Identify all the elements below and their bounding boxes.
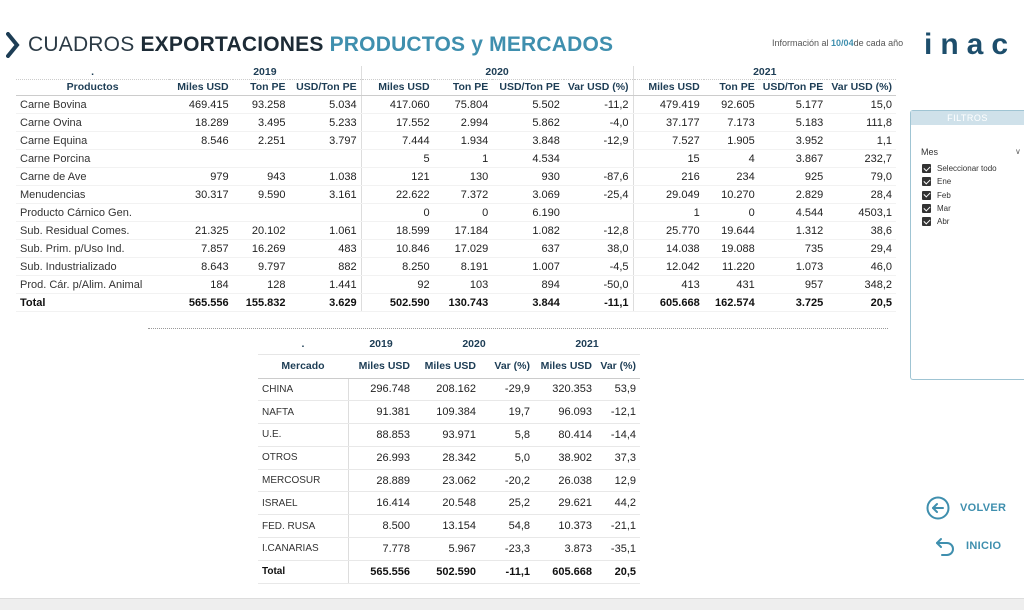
filters-title (911, 111, 1024, 125)
volver-button[interactable] (926, 496, 1006, 520)
table-cell: 7.173 (704, 114, 759, 132)
total-cell: 565.556 (169, 294, 232, 312)
chevron-down-icon[interactable]: ∨ (1015, 147, 1021, 156)
checkbox-checked-icon[interactable] (922, 217, 931, 226)
table-cell: 88.853 (348, 424, 414, 447)
checkbox-checked-icon[interactable] (922, 164, 931, 173)
table-cell: 5,8 (480, 424, 534, 447)
markets-col-header: Var (%) (480, 354, 534, 378)
table-cell: 44,2 (596, 492, 640, 515)
table-cell: 20.102 (233, 222, 290, 240)
table-cell: 1.061 (290, 222, 362, 240)
table-cell: -4,5 (564, 258, 633, 276)
table-cell: 38,0 (564, 240, 633, 258)
products-table (16, 66, 896, 312)
products-col-header: USD/Ton PE (492, 80, 564, 96)
table-cell: 1 (434, 150, 493, 168)
table-cell: 3.069 (492, 186, 564, 204)
markets-year-row (258, 334, 640, 354)
table-cell: 7.527 (633, 132, 704, 150)
table-cell: 7.778 (348, 538, 414, 561)
table-cell: 92.605 (704, 96, 759, 114)
table-cell: 184 (169, 276, 232, 294)
table-cell: 109.384 (414, 401, 480, 424)
table-cell: 2.251 (233, 132, 290, 150)
table-cell: 4 (704, 150, 759, 168)
table-cell: 38,6 (827, 222, 896, 240)
table-cell: 469.415 (169, 96, 232, 114)
table-cell: 92 (361, 276, 433, 294)
return-arrow-icon (934, 535, 956, 557)
table-cell: 91.381 (348, 401, 414, 424)
table-cell: 3.161 (290, 186, 362, 204)
table-cell: 20.548 (414, 492, 480, 515)
table-cell: 5 (361, 150, 433, 168)
table-cell: 483 (290, 240, 362, 258)
table-cell: -35,1 (596, 538, 640, 561)
table-cell: -20,2 (480, 469, 534, 492)
month-filter-option-label: Abr (937, 217, 950, 227)
total-cell: 155.832 (233, 294, 290, 312)
table-cell: 5,0 (480, 446, 534, 469)
table-cell: 1.073 (759, 258, 827, 276)
table-cell: 4503,1 (827, 204, 896, 222)
table-row (258, 378, 640, 401)
product-name-cell: Sub. Residual Comes. (16, 222, 169, 240)
table-row (258, 401, 640, 424)
table-row (16, 222, 896, 240)
total-cell: 20,5 (596, 560, 640, 583)
table-cell: 9.797 (233, 258, 290, 276)
table-cell: 13.154 (414, 515, 480, 538)
info-date-note (772, 38, 903, 48)
title-part-cuadros: CUADROS (28, 33, 135, 56)
table-row (16, 168, 896, 186)
table-cell: 25,2 (480, 492, 534, 515)
table-cell: 17.184 (434, 222, 493, 240)
table-cell: 1.082 (492, 222, 564, 240)
table-cell: 320.353 (534, 378, 596, 401)
total-cell: -11,1 (480, 560, 534, 583)
table-cell: 413 (633, 276, 704, 294)
table-cell: -14,4 (596, 424, 640, 447)
table-cell: 19.644 (704, 222, 759, 240)
bottom-bar (0, 598, 1024, 610)
table-cell: 1.038 (290, 168, 362, 186)
table-cell: 637 (492, 240, 564, 258)
table-row (16, 132, 896, 150)
product-name-cell: Carne Ovina (16, 114, 169, 132)
table-cell: 16.414 (348, 492, 414, 515)
table-row (258, 538, 640, 561)
products-col-header: Var USD (%) (827, 80, 896, 96)
table-cell: -87,6 (564, 168, 633, 186)
table-cell: 2.994 (434, 114, 493, 132)
table-cell: 7.444 (361, 132, 433, 150)
table-cell: 10.373 (534, 515, 596, 538)
product-name-cell: Carne Equina (16, 132, 169, 150)
table-cell: 26.038 (534, 469, 596, 492)
page-header (0, 28, 1024, 64)
table-cell: 5.183 (759, 114, 827, 132)
table-cell: 28,4 (827, 186, 896, 204)
table-cell: 479.419 (633, 96, 704, 114)
table-cell: 15 (633, 150, 704, 168)
month-filter-option[interactable] (922, 202, 997, 215)
table-cell: 15,0 (827, 96, 896, 114)
table-cell: -29,9 (480, 378, 534, 401)
table-cell: -12,1 (596, 401, 640, 424)
markets-corner-mark: . (258, 334, 348, 354)
table-cell: 8.546 (169, 132, 232, 150)
table-cell: 26.993 (348, 446, 414, 469)
products-col-header: Ton PE (434, 80, 493, 96)
total-cell: 130.743 (434, 294, 493, 312)
table-cell: 431 (704, 276, 759, 294)
month-filter-list (922, 162, 997, 228)
total-cell: 502.590 (361, 294, 433, 312)
table-cell: 23.062 (414, 469, 480, 492)
total-cell: 605.668 (633, 294, 704, 312)
table-cell (169, 204, 232, 222)
table-cell: 121 (361, 168, 433, 186)
product-name-cell: Sub. Prim. p/Uso Ind. (16, 240, 169, 258)
table-row (16, 150, 896, 168)
table-cell: 14.038 (633, 240, 704, 258)
table-cell: 8.643 (169, 258, 232, 276)
section-divider (148, 328, 888, 329)
month-filter-option-label: Feb (937, 190, 951, 200)
table-cell: 10.846 (361, 240, 433, 258)
total-label: Total (258, 560, 348, 583)
table-cell: 979 (169, 168, 232, 186)
month-filter-option[interactable] (922, 215, 997, 228)
table-cell: 2.829 (759, 186, 827, 204)
total-cell: 502.590 (414, 560, 480, 583)
table-cell: -50,0 (564, 276, 633, 294)
total-cell: -11,1 (564, 294, 633, 312)
table-cell: 46,0 (827, 258, 896, 276)
table-cell: 1,1 (827, 132, 896, 150)
volver-label: VOLVER (960, 502, 1007, 514)
table-cell: 925 (759, 168, 827, 186)
table-cell: 0 (704, 204, 759, 222)
total-label: Total (16, 294, 169, 312)
product-name-cell: Carne Porcina (16, 150, 169, 168)
total-cell: 20,5 (827, 294, 896, 312)
table-cell: 16.269 (233, 240, 290, 258)
table-cell: 5.502 (492, 96, 564, 114)
market-year-header-2020: 2020 (414, 334, 534, 354)
table-cell: -25,4 (564, 186, 633, 204)
markets-col-header: Miles USD (348, 354, 414, 378)
table-row (16, 114, 896, 132)
table-cell: 943 (233, 168, 290, 186)
table-cell (564, 150, 633, 168)
table-cell: 18.289 (169, 114, 232, 132)
table-cell: 93.971 (414, 424, 480, 447)
title-part-productos-mercados: PRODUCTOS y MERCADOS (329, 33, 614, 56)
products-column-headers (16, 80, 896, 96)
table-cell (290, 204, 362, 222)
market-name-cell: NAFTA (258, 401, 348, 424)
products-col-header: Var USD (%) (564, 80, 633, 96)
table-cell: 3.873 (534, 538, 596, 561)
markets-total-row (258, 560, 640, 583)
table-cell: 3.952 (759, 132, 827, 150)
table-cell: 0 (361, 204, 433, 222)
table-cell: 5.177 (759, 96, 827, 114)
table-cell: 12,9 (596, 469, 640, 492)
table-row (16, 276, 896, 294)
table-cell: 28.342 (414, 446, 480, 469)
table-row (16, 204, 896, 222)
table-row (258, 469, 640, 492)
table-cell: 11.220 (704, 258, 759, 276)
table-row (16, 258, 896, 276)
title-part-exportaciones: EXPORTACIONES (140, 33, 324, 56)
year-header-2021: 2021 (633, 66, 896, 80)
table-cell: 37.177 (633, 114, 704, 132)
table-cell: 17.029 (434, 240, 493, 258)
table-cell: 128 (233, 276, 290, 294)
page-title (28, 33, 613, 57)
table-cell: 53,9 (596, 378, 640, 401)
table-cell: 930 (492, 168, 564, 186)
products-col-header: Miles USD (633, 80, 704, 96)
table-cell: 19,7 (480, 401, 534, 424)
table-cell: 28.889 (348, 469, 414, 492)
filters-title-text: FILTROS (947, 113, 988, 123)
markets-col-header: Miles USD (534, 354, 596, 378)
table-cell: 5.967 (414, 538, 480, 561)
markets-col-header: Miles USD (414, 354, 480, 378)
table-cell: 22.622 (361, 186, 433, 204)
table-cell: 3.495 (233, 114, 290, 132)
total-cell: 3.629 (290, 294, 362, 312)
table-cell: -12,9 (564, 132, 633, 150)
table-cell: 735 (759, 240, 827, 258)
table-cell: 8.250 (361, 258, 433, 276)
table-cell: 6.190 (492, 204, 564, 222)
markets-table-body (258, 378, 640, 583)
table-cell: -23,3 (480, 538, 534, 561)
table-cell: -11,2 (564, 96, 633, 114)
checkbox-checked-icon[interactable] (922, 177, 931, 186)
products-col-header: Ton PE (233, 80, 290, 96)
table-cell: 12.042 (633, 258, 704, 276)
market-name-cell: CHINA (258, 378, 348, 401)
table-cell: 21.325 (169, 222, 232, 240)
product-name-cell: Producto Cárnico Gen. (16, 204, 169, 222)
market-name-cell: U.E. (258, 424, 348, 447)
table-cell: 957 (759, 276, 827, 294)
products-year-row (16, 66, 896, 80)
table-cell: 296.748 (348, 378, 414, 401)
table-cell (233, 150, 290, 168)
table-cell: 7.857 (169, 240, 232, 258)
products-col-header: Miles USD (361, 80, 433, 96)
inicio-button[interactable] (934, 535, 1001, 557)
month-filter-option[interactable] (922, 189, 997, 202)
table-row (258, 492, 640, 515)
table-cell: 4.544 (759, 204, 827, 222)
year-header-2019: 2019 (169, 66, 361, 80)
year-header-2020: 2020 (361, 66, 633, 80)
month-filter-label: Mes (921, 147, 939, 157)
table-cell: 5.862 (492, 114, 564, 132)
product-name-cell: Carne Bovina (16, 96, 169, 114)
month-filter-option[interactable] (922, 175, 997, 188)
table-cell: 29,4 (827, 240, 896, 258)
table-cell: 17.552 (361, 114, 433, 132)
table-cell: 1 (633, 204, 704, 222)
table-cell: 3.848 (492, 132, 564, 150)
total-cell: 3.844 (492, 294, 564, 312)
month-filter-option-label: Mar (937, 204, 951, 214)
table-cell: 96.093 (534, 401, 596, 424)
table-cell: 5.233 (290, 114, 362, 132)
table-cell: 54,8 (480, 515, 534, 538)
table-row (16, 96, 896, 114)
markets-col-header: Mercado (258, 354, 348, 378)
table-cell: 5.034 (290, 96, 362, 114)
table-cell: 30.317 (169, 186, 232, 204)
inicio-label: INICIO (966, 540, 1002, 552)
table-cell: 10.270 (704, 186, 759, 204)
table-cell: 29.049 (633, 186, 704, 204)
table-cell: 93.258 (233, 96, 290, 114)
market-name-cell: I.CANARIAS (258, 538, 348, 561)
products-col-header: Ton PE (704, 80, 759, 96)
products-total-row (16, 294, 896, 312)
table-cell: 4.534 (492, 150, 564, 168)
table-cell: 111,8 (827, 114, 896, 132)
total-cell: 565.556 (348, 560, 414, 583)
table-cell: -12,8 (564, 222, 633, 240)
month-filter-option-label: Ene (937, 177, 952, 187)
table-cell: 232,7 (827, 150, 896, 168)
table-row (258, 446, 640, 469)
market-year-header-2021: 2021 (534, 334, 640, 354)
markets-column-headers (258, 354, 640, 378)
table-cell: 1.905 (704, 132, 759, 150)
month-filter-option[interactable] (922, 162, 997, 175)
table-cell: 348,2 (827, 276, 896, 294)
checkbox-checked-icon[interactable] (922, 191, 931, 200)
table-cell: -21,1 (596, 515, 640, 538)
table-cell: 37,3 (596, 446, 640, 469)
table-row (16, 186, 896, 204)
table-cell: 3.797 (290, 132, 362, 150)
table-cell (169, 150, 232, 168)
table-cell: 9.590 (233, 186, 290, 204)
market-name-cell: FED. RUSA (258, 515, 348, 538)
product-name-cell: Sub. Industrializado (16, 258, 169, 276)
table-cell: 19.088 (704, 240, 759, 258)
table-row (16, 240, 896, 258)
table-cell: 0 (434, 204, 493, 222)
product-name-cell: Prod. Cár. p/Alim. Animal (16, 276, 169, 294)
products-col-header: USD/Ton PE (759, 80, 827, 96)
checkbox-checked-icon[interactable] (922, 204, 931, 213)
table-cell: 894 (492, 276, 564, 294)
products-col-header: Miles USD (169, 80, 232, 96)
filters-panel (910, 110, 1024, 380)
table-cell: 130 (434, 168, 493, 186)
table-cell: 79,0 (827, 168, 896, 186)
products-col-header: USD/Ton PE (290, 80, 362, 96)
table-cell: 417.060 (361, 96, 433, 114)
info-suffix: de cada año (853, 38, 904, 48)
table-cell: 38.902 (534, 446, 596, 469)
table-cell: 8.191 (434, 258, 493, 276)
product-name-cell: Menudencias (16, 186, 169, 204)
table-cell: 208.162 (414, 378, 480, 401)
total-cell: 605.668 (534, 560, 596, 583)
table-cell: -4,0 (564, 114, 633, 132)
products-corner-mark: . (16, 66, 169, 80)
table-row (258, 515, 640, 538)
table-cell: 1.007 (492, 258, 564, 276)
market-year-header-2019: 2019 (348, 334, 414, 354)
info-prefix: Información al (772, 38, 829, 48)
table-row (258, 424, 640, 447)
products-table-body (16, 96, 896, 312)
table-cell: 75.804 (434, 96, 493, 114)
table-cell: 29.621 (534, 492, 596, 515)
products-col-header: Productos (16, 80, 169, 96)
table-cell: 1.934 (434, 132, 493, 150)
month-filter-option-label: Seleccionar todo (937, 164, 997, 174)
table-cell: 234 (704, 168, 759, 186)
table-cell: 882 (290, 258, 362, 276)
table-cell: 216 (633, 168, 704, 186)
table-cell: 103 (434, 276, 493, 294)
table-cell (233, 204, 290, 222)
arrow-left-circle-icon (926, 496, 950, 520)
market-name-cell: MERCOSUR (258, 469, 348, 492)
table-cell (290, 150, 362, 168)
table-cell: 8.500 (348, 515, 414, 538)
table-cell: 25.770 (633, 222, 704, 240)
table-cell: 1.312 (759, 222, 827, 240)
total-cell: 3.725 (759, 294, 827, 312)
product-name-cell: Carne de Ave (16, 168, 169, 186)
table-cell: 18.599 (361, 222, 433, 240)
market-name-cell: ISRAEL (258, 492, 348, 515)
info-date: 10/04 (831, 38, 854, 48)
table-cell: 1.441 (290, 276, 362, 294)
inac-logo: inac (924, 28, 1017, 61)
market-name-cell: OTROS (258, 446, 348, 469)
total-cell: 162.574 (704, 294, 759, 312)
markets-table (258, 334, 640, 584)
table-cell: 80.414 (534, 424, 596, 447)
table-cell: 7.372 (434, 186, 493, 204)
table-cell: 3.867 (759, 150, 827, 168)
chevron-right-icon (6, 32, 20, 58)
table-cell (564, 204, 633, 222)
markets-col-header: Var (%) (596, 354, 640, 378)
